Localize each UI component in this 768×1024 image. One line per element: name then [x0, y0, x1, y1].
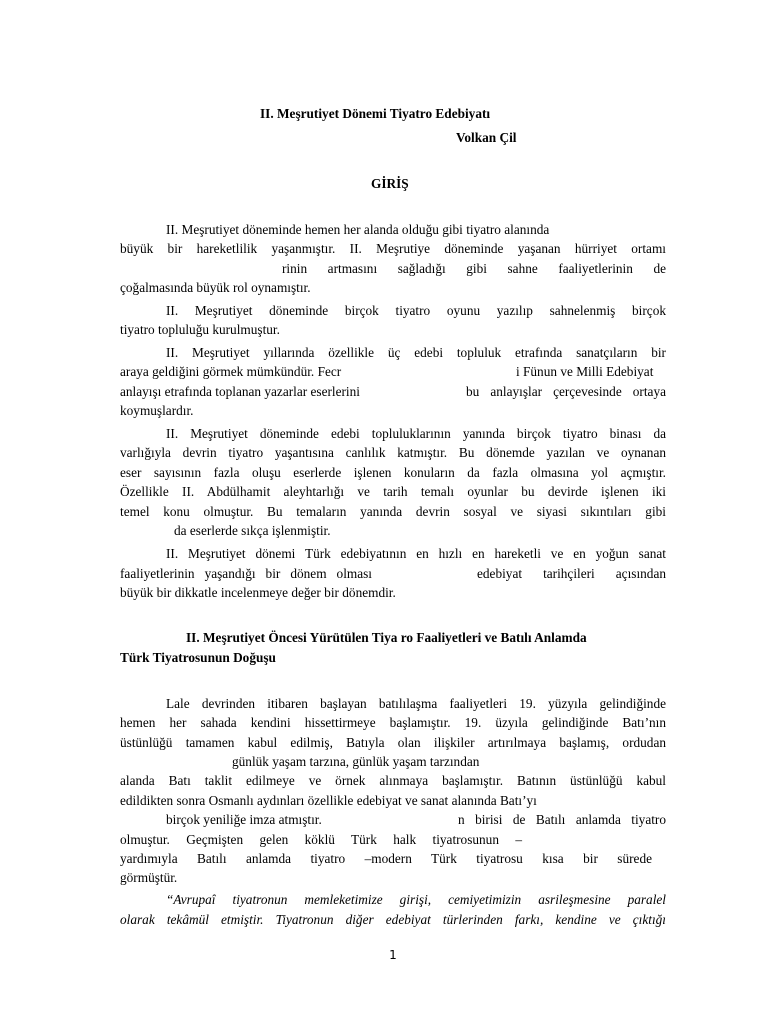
- section2-heading-line1: II. Meşrutiyet Öncesi Yürütülen Tiya ro Faaliyetleri ve Batılı Anlamda: [186, 630, 587, 645]
- section2-p1-line3: üstünlüğü tamamen kabul edilmiş, Batıyla olan ilişkiler artırılmaya başlamış, ordudan: [120, 735, 666, 750]
- intro-p3-line4: koymuşlardır.: [120, 403, 194, 418]
- intro-p5-line2: faaliyetlerinin yaşandığı bir dönem olması: [120, 566, 372, 581]
- section2-p1-line1: Lale devrinden itibaren başlayan batılılaşma faaliyetleri 19. yüzyıla gelindiğinde: [166, 696, 666, 711]
- section2-p1-line7b: n birisi de Batılı anlamda tiyatro: [458, 812, 666, 827]
- section2-p1-line8: olmuştur. Geçmişten gelen köklü Türk halk tiyatrosunun –: [120, 832, 522, 847]
- section2-heading-line2: Türk Tiyatrosunun Doğuşu: [120, 650, 276, 665]
- section2-p1-line2: hemen her sahada kendini hissettirmeye başlamıştır. 19. üzyıla gelindiğinde Batı’nın: [120, 715, 666, 730]
- intro-p1-line3: rinin artmasını sağladığı gibi sahne faaliyetlerinin de: [282, 261, 666, 276]
- author-name: Volkan Çil: [456, 130, 517, 145]
- intro-p4-line3: eser sayısının fazla oluşu eserlerde işlenen konuların da fazla olmasına yol açmıştır.: [120, 465, 666, 480]
- intro-p2-line2: tiyatro topluluğu kurulmuştur.: [120, 322, 280, 337]
- section2-p1-line10: görmüştür.: [120, 870, 178, 885]
- intro-p1-line4: çoğalmasında büyük rol oynamıştır.: [120, 280, 311, 295]
- intro-p4-line2: varlığıyla devrin tiyatro yaşantısına canlılık katmıştır. Bu dönemde yazılan ve oynanan: [120, 445, 666, 460]
- intro-p1-line1: II. Meşrutiyet döneminde hemen her alanda olduğu gibi tiyatro alanında: [166, 222, 550, 237]
- intro-p3-line3b: bu anlayışlar çerçevesinde ortaya: [466, 384, 666, 399]
- section2-p1-line9: yardımıyla Batılı anlamda tiyatro –modern Türk tiyatrosu kısa bir sürede: [120, 851, 652, 866]
- intro-p4-line1: II. Meşrutiyet döneminde edebi topluluklarının yanında birçok tiyatro binası da: [166, 426, 666, 441]
- intro-p4-line4: Özellikle II. Abdülhamit aleyhtarlığı ve tarih temalı oyunlar bu devirde işlenen iki: [120, 484, 666, 499]
- intro-p5-line3: büyük bir dikkatle incelenmeye değer bir dönemdir.: [120, 585, 396, 600]
- document-title: II. Meşrutiyet Dönemi Tiyatro Edebiyatı: [260, 106, 491, 121]
- quote-line2: olarak tekâmül etmiştir. Tiyatronun diğer edebiyat türlerinden farkı, kendine ve çıktığı: [120, 912, 666, 927]
- quote-line1: “Avrupaî tiyatronun memleketimize girişi, cemiyetimizin asrileşmesine paralel: [166, 892, 666, 907]
- intro-p3-line1: II. Meşrutiyet yıllarında özellikle üç edebi topluluk etrafında sanatçıların bir: [166, 345, 666, 360]
- intro-p3-line3: anlayışı etrafında toplanan yazarlar eserlerini: [120, 384, 360, 399]
- page-number: 1: [389, 948, 397, 962]
- intro-p4-line6: da eserlerde sıkça işlenmiştir.: [174, 523, 331, 538]
- section2-p1-line6: edildikten sonra Osmanlı aydınları özellikle edebiyat ve sanat alanında Batı’yı: [120, 793, 537, 808]
- section2-p1-line5: alanda Batı taklit edilmeye ve örnek alınmaya başlamıştır. Batının üstünlüğü kabul: [120, 773, 666, 788]
- section2-p1-line7: birçok yeniliğe imza atmıştır.: [166, 812, 322, 827]
- intro-p5-line2b: edebiyat tarihçileri açısından: [477, 566, 666, 581]
- intro-p1-line2: büyük bir hareketlilik yaşanmıştır. II. Meşrutiye döneminde yaşanan hürriyet ortamı: [120, 241, 666, 256]
- intro-p3-line2: araya geldiğini görmek mümkündür. Fecr: [120, 364, 342, 379]
- section2-p1-line4: günlük yaşam tarzına, günlük yaşam tarzından: [232, 754, 480, 769]
- intro-p3-line2b: i Fünun ve Milli Edebiyat: [516, 364, 654, 379]
- section-heading-intro: GİRİŞ: [371, 176, 409, 191]
- intro-p2-line1: II. Meşrutiyet döneminde birçok tiyatro oyunu yazılıp sahnelenmiş birçok: [166, 303, 666, 318]
- intro-p4-line5: temel konu olmuştur. Bu temaların yanında devrin sosyal ve siyasi sıkıntıları gibi: [120, 504, 666, 519]
- intro-p5-line1: II. Meşrutiyet dönemi Türk edebiyatının en hızlı en hareketli ve en yoğun sanat: [166, 546, 666, 561]
